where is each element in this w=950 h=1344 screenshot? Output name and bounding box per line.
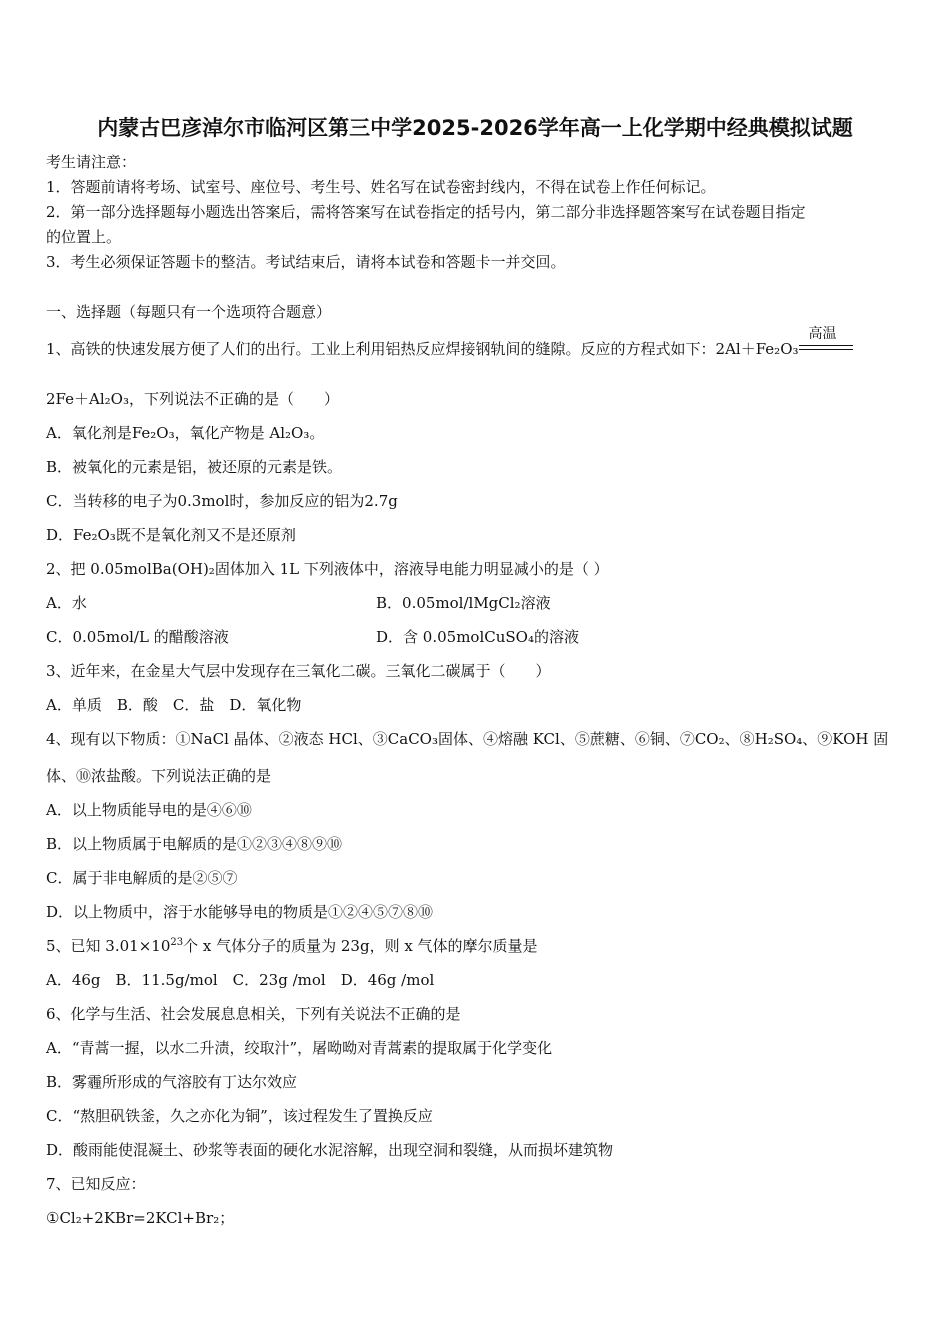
question-4-option: A．以上物质能导电的是④⑥⑩ [46, 801, 252, 819]
question-1-stem-a: 1、高铁的快速发展方便了人们的出行。工业上利用铝热反应焊接钢轨间的缝隙。反应的方程式如下：2Al＋Fe₂O₃ [46, 340, 799, 358]
question-1-option: A．氧化剂是Fe₂O₃，氧化产物是 Al₂O₃。 [46, 424, 325, 442]
notice-heading: 考生请注意： [46, 153, 137, 171]
question-4-option: C．属于非电解质的是②⑤⑦ [46, 869, 238, 887]
reaction-condition: 高温 [808, 326, 837, 342]
question-6-option: D．酸雨能使混凝土、砂浆等表面的硬化水泥溶解，出现空洞和裂缝，从而损坏建筑物 [46, 1141, 614, 1159]
question-4-option: D．以上物质中，溶于水能够导电的物质是①②④⑤⑦⑧⑩ [46, 903, 434, 921]
question-2-option: A．水 [46, 594, 87, 612]
exponent: 23 [170, 937, 184, 948]
question-4-option: B．以上物质属于电解质的是①②③④⑧⑨⑩ [46, 835, 343, 853]
notice-item: 1．答题前请将考场、试室号、座位号、考生号、姓名写在试卷密封线内，不得在试卷上作任何标记。 [46, 178, 716, 196]
question-6-stem: 6、化学与生活、社会发展息息相关，下列有关说法不正确的是 [46, 1005, 461, 1023]
question-7-reaction: ①Cl₂+2KBr=2KCl+Br₂； [46, 1209, 235, 1227]
question-4-stem-b: 体、⑩浓盐酸。下列说法正确的是 [46, 767, 272, 785]
question-1-option: B．被氧化的元素是铝，被还原的元素是铁。 [46, 458, 343, 476]
question-2-option: B．0.05mol/lMgCl₂溶液 [376, 594, 551, 612]
question-3-stem: 3、近年来，在金星大气层中发现存在三氧化二碳。三氧化二碳属于（ ） [46, 662, 551, 680]
question-2-stem: 2、把 0.05molBa(OH)₂固体加入 1L 下列液体中，溶液导电能力明显减小的是（ ） [46, 560, 609, 578]
notice-item: 的位置上。 [46, 228, 122, 246]
notice-item: 2．第一部分选择题每小题选出答案后，需将答案写在试卷指定的括号内，第二部分非选择题答案写在试卷题目指定 [46, 203, 806, 221]
question-5-stem-b: 个 x 气体分子的质量为 23g，则 x 气体的摩尔质量是 [183, 937, 538, 955]
question-5-stem-a: 5、已知 3.01×10 [46, 937, 171, 955]
question-5-options: A．46g B．11.5g/mol C．23g /mol D．46g /mol [46, 971, 435, 989]
question-2-option: C．0.05mol/L 的醋酸溶液 [46, 628, 229, 646]
question-1-stem [46, 326, 853, 360]
question-5-stem [46, 936, 538, 956]
question-1-stem-b: 2Fe＋Al₂O₃，下列说法不正确的是（ ） [46, 390, 339, 408]
question-2-option: D．含 0.05molCuSO₄的溶液 [376, 628, 579, 646]
question-6-option: B．雾霾所形成的气溶胶有丁达尔效应 [46, 1073, 298, 1091]
question-1-option: C．当转移的电子为0.3mol时，参加反应的铝为2.7g [46, 492, 398, 510]
reaction-condition-arrow [799, 326, 853, 360]
question-4-stem-a: 4、现有以下物质：①NaCl 晶体、②液态 HCl、③CaCO₃固体、④熔融 KCl、⑤蔗糖、⑥铜、⑦CO₂、⑧H₂SO₄、⑨KOH 固 [46, 730, 889, 748]
question-1-option: D．Fe₂O₃既不是氧化剂又不是还原剂 [46, 526, 296, 544]
page-title: 内蒙古巴彦淖尔市临河区第三中学2025-2026学年高一上化学期中经典模拟试题 [97, 116, 853, 140]
question-6-option: A．“青蒿一握，以水二升渍，绞取汁”，屠呦呦对青蒿素的提取属于化学变化 [46, 1039, 553, 1057]
notice-item: 3．考生必须保证答题卡的整洁。考试结束后，请将本试卷和答题卡一并交回。 [46, 253, 566, 271]
question-3-options: A．单质 B．酸 C．盐 D．氧化物 [46, 696, 302, 714]
equals-sign [799, 345, 853, 350]
question-7-stem: 7、已知反应： [46, 1175, 146, 1193]
question-6-option: C．“熬胆矾铁釜，久之亦化为铜”，该过程发生了置换反应 [46, 1107, 433, 1125]
section-heading: 一、选择题（每题只有一个选项符合题意） [46, 303, 332, 321]
